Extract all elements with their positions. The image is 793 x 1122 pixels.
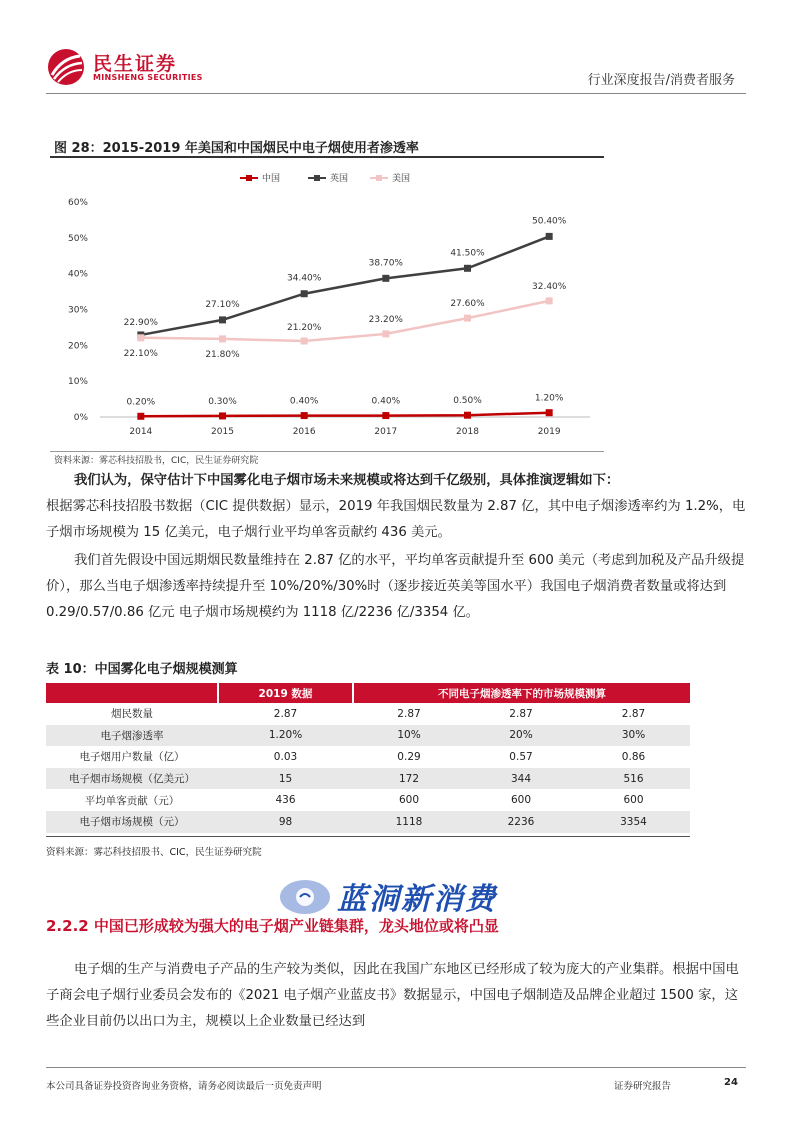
table-row [46,746,690,768]
figure-bottom-rule [50,451,604,452]
table-cell: 344 [465,768,577,790]
report-type: 行业深度报告/消费者服务 [587,73,735,88]
table-row [46,789,690,811]
table-cell: 172 [353,768,465,790]
table-cell: 10% [353,725,465,747]
watermark-text: 蓝洞新消费 [337,882,497,917]
legend-swatch-marker [246,175,252,181]
table-row [46,811,690,833]
data-label: 0.30% [208,396,237,407]
table-header-row [46,683,690,703]
footer-divider [46,1067,746,1068]
data-point [464,265,471,272]
data-point [546,233,553,240]
table-row [46,703,690,725]
logo-english-name: MINSHENG SECURITIES [93,73,203,82]
series-line-0 [141,413,549,417]
table-cell: 15 [218,768,353,790]
data-label: 0.40% [289,396,319,407]
data-point [546,297,553,304]
data-label: 0.40% [371,396,401,407]
table-cell: 436 [275,794,296,807]
table-cell: 1.20% [218,725,353,747]
figure-title: 图 28：2015-2019 年美国和中国烟民中电子烟使用者渗透率 [54,141,419,156]
table-cell: 2.87 [397,707,421,720]
figure-source: 资料来源：雾芯科技招股书，CIC，民生证券研究院 [54,456,259,466]
data-label: 32.40% [532,281,567,292]
paragraph-1-lead: 我们认为，保守估计下中国雾化电子烟市场未来规模或将达到千亿级别，具体推演逻辑如下： [74,473,620,488]
legend-swatch-marker [376,175,382,181]
table-row-label: 电子烟市场规模（元） [46,811,218,833]
data-label: 1.20% [534,393,564,404]
data-label: 23.20% [368,314,403,325]
data-label: 21.80% [205,349,240,360]
figure-top-rule [50,156,604,158]
data-label: 22.90% [123,317,158,328]
table-row [46,768,690,790]
data-point [546,409,553,416]
y-tick-label: 50% [67,233,88,244]
x-tick-label: 2014 [129,427,153,437]
table-cell: 1118 [353,811,465,833]
paragraph-3: 电子烟的生产与消费电子产品的生产较为类似，因此在我国广东地区已经形成了较为庞大的产业集群。根据中国电子商会电子烟行业委员会发布的《2021 电子烟产业蓝皮书》数据显示，中国电子烟制造及品牌企业超过 1500 家，这些企业目前仍以出口为主，规模以上企业数量已经达到 [46,962,739,1029]
data-label: 0.50% [453,396,482,407]
legend-label: 中国 [262,174,281,184]
data-point [301,338,308,345]
table-cell: 3354 [577,811,690,833]
table-cell: 600 [510,794,532,807]
data-point [137,334,144,341]
table-cell: 20% [465,725,577,747]
table-cell: 600 [623,794,644,807]
footer-disclaimer: 本公司具备证券投资咨询业务资格，请务必阅读最后一页免责声明 [46,1081,322,1092]
data-point [219,316,226,323]
y-tick-label: 10% [67,377,88,388]
footer-doc-type: 证券研究报告 [614,1081,672,1092]
table-row-label: 电子烟市场规模（亿美元） [46,768,218,790]
table-header-2019: 2019 数据 [218,683,353,703]
data-point [382,330,389,337]
y-tick-label: 0% [73,413,88,423]
table-cell: 2.87 [621,707,646,720]
legend-label: 美国 [392,174,411,184]
data-label: 34.40% [287,273,322,284]
table-row-label: 电子烟渗透率 [46,725,218,747]
data-point [219,335,226,342]
table-row-label: 电子烟用户数量（亿） [79,751,185,764]
x-tick-label: 2017 [374,427,398,437]
table-bottom-rule [46,836,690,837]
table-cell: 98 [218,811,353,833]
data-point [301,412,308,419]
y-tick-label: 60% [67,198,88,208]
data-label: 27.10% [205,299,240,310]
data-label: 21.20% [287,323,322,334]
paragraph-1 [46,468,746,546]
x-tick-label: 2016 [292,427,316,437]
paragraph-1-body: 根据雾芯科技招股书数据（CIC 提供数据）显示，2019 年我国烟民数量为 2.87 亿，其中电子烟渗透率约为 1.2%，电子烟市场规模为 15 亿美元，电子烟行业平均单客贡献约 436 美元。 [46,499,746,540]
table-cell: 2.87 [273,707,298,720]
table-cell: 516 [577,768,690,790]
paragraph-2: 我们首先假设中国远期烟民数量维持在 2.87 亿的水平，平均单客贡献提升至 600 美元（考虑到加税及产品升级提价），那么当电子烟渗透率持续提升至 10%/20%/30%时（逐步接近英美等国水平）我国电子烟消费者数量或将达到 0.29/0.57/0.86 亿元 电子烟市场规模约为 1118 亿/2236 亿/3354 亿。 [46,553,745,620]
series-line-2 [141,301,549,341]
table-cell: 2236 [465,811,577,833]
page-number: 24 [724,1077,738,1088]
table-cell: 0.86 [621,750,646,763]
series-line-1 [141,236,549,335]
watermark-logo-icon [278,877,332,917]
market-size-table [46,683,690,833]
data-label: 0.20% [126,397,156,408]
x-tick-label: 2018 [456,427,479,437]
x-tick-label: 2019 [537,427,561,437]
section-title: 2.2.2 中国已形成较为强大的电子烟产业链集群，龙头地位或将凸显 [46,917,499,935]
logo-chinese-name: 民生证券 [93,53,178,75]
data-point [382,412,389,419]
data-point [301,290,308,297]
table-source: 资料来源：雾芯科技招股书、CIC，民生证券研究院 [46,847,262,858]
y-tick-label: 30% [67,305,88,316]
data-point [464,315,471,322]
data-label: 50.40% [532,216,567,227]
table-cell: 0.03 [273,750,298,763]
header-divider [46,93,746,94]
data-label: 41.50% [450,248,485,259]
data-label: 22.10% [123,348,158,359]
data-point [464,412,471,419]
legend-label: 英国 [330,174,349,184]
y-tick-label: 40% [67,269,88,280]
table-row-label: 平均单客贡献（元） [84,794,180,807]
table-row-label: 烟民数量 [111,708,153,721]
minsheng-logo-icon [46,48,86,86]
data-point [137,413,144,420]
data-label: 27.60% [450,299,485,310]
table-cell: 0.29 [397,750,421,763]
x-tick-label: 2015 [211,427,234,437]
table-cell: 600 [398,794,420,807]
data-point [382,275,389,282]
y-tick-label: 20% [67,341,88,352]
table-cell: 0.57 [509,750,533,763]
table-cell: 30% [577,725,690,747]
penetration-line-chart [50,160,604,450]
table-header-scenarios: 不同电子烟渗透率下的市场规模测算 [353,683,690,703]
table-header-blank [46,683,218,703]
table-cell: 2.87 [509,707,533,720]
table-row [46,725,690,747]
table-title: 表 10：中国雾化电子烟规模测算 [46,662,238,677]
legend-swatch-marker [314,175,320,181]
data-label: 38.70% [368,258,403,269]
data-point [219,412,226,419]
